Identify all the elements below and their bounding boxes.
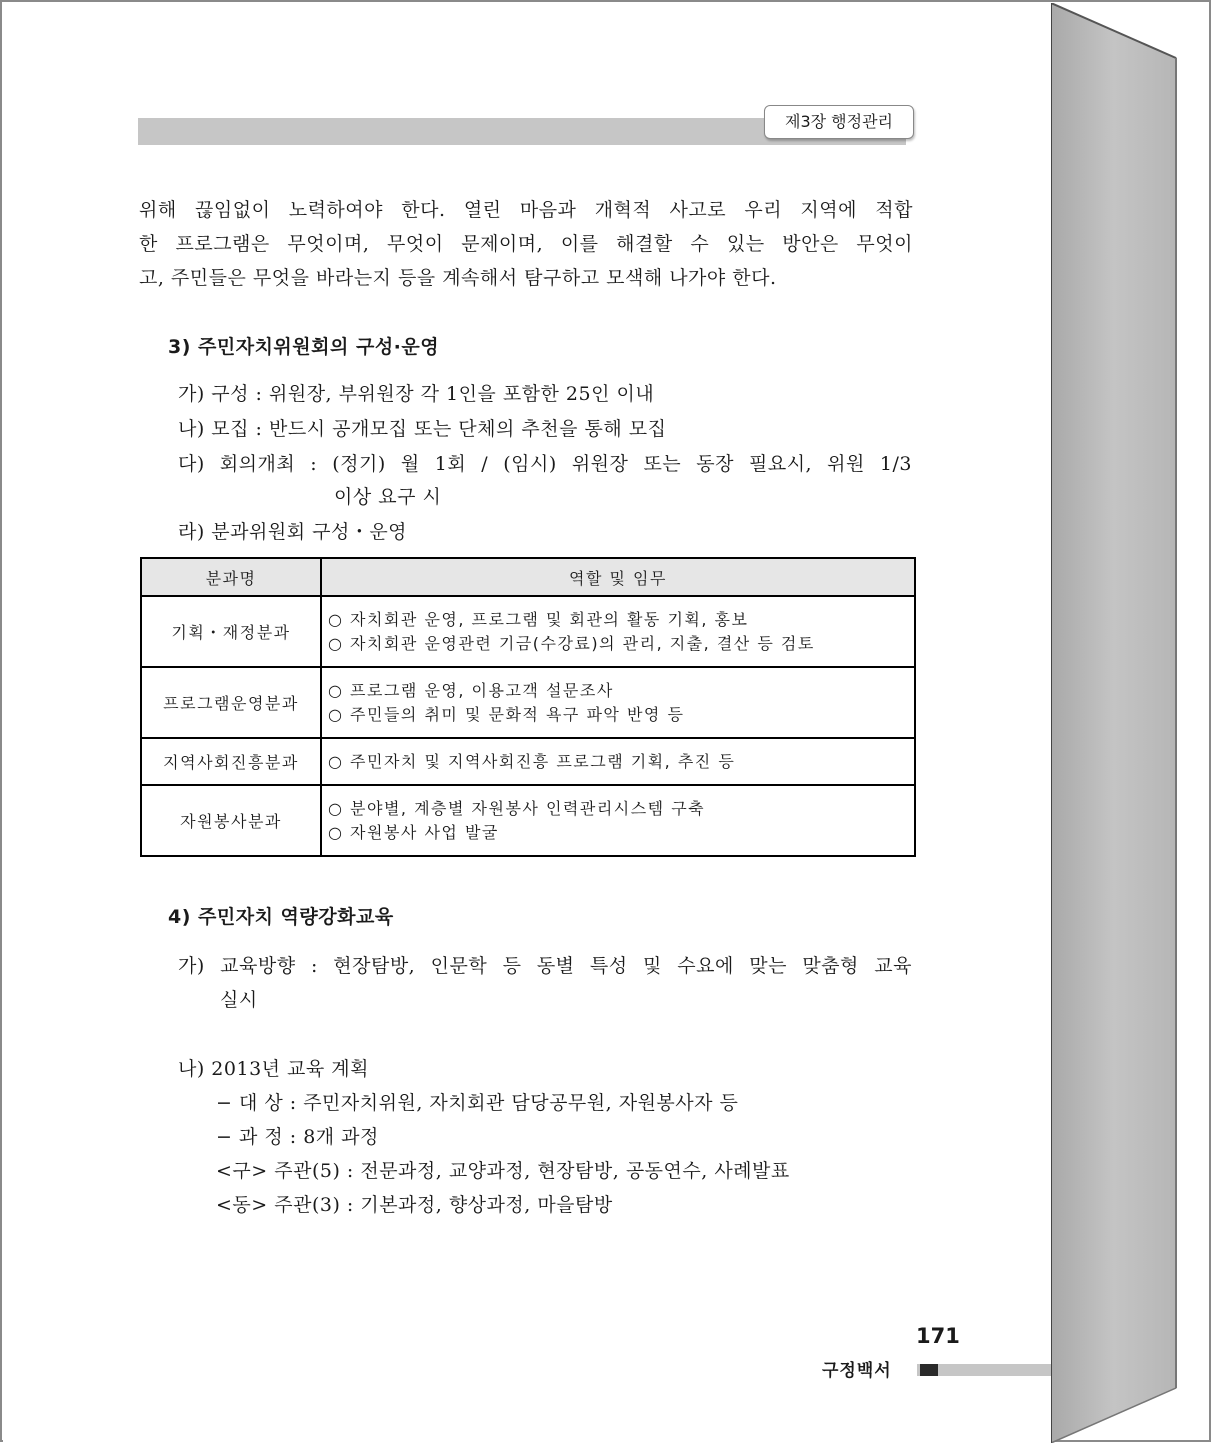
section-3-title: 3) 주민자치위원회의 구성·운영: [168, 336, 440, 358]
item-meeting: 다) 회의개최 : (정기) 월 1회 / (임시) 위원장 또는 동장 필요시, 위원 1/3: [178, 453, 912, 475]
table-cell-name: 자원봉사분과: [141, 785, 321, 856]
table-header-row: [141, 558, 915, 596]
table-cell-name: 프로그램운영분과: [141, 667, 321, 738]
chapter-tab: 제3장 행정관리: [764, 105, 914, 139]
role-line: ○ 주민들의 취미 및 문화적 욕구 파악 반영 등: [328, 704, 685, 724]
table-header-name: 분과명: [141, 558, 321, 596]
book-title: 구정백서: [822, 1361, 892, 1381]
page-edge-stack: [1051, 3, 1213, 1443]
table-row: [141, 667, 915, 738]
plan-course-label: − 과 정 :: [216, 1126, 297, 1148]
plan-dong-courses: <동> 주관(3) : 기본과정, 향상과정, 마을탐방: [216, 1194, 613, 1216]
intro-line-3: 고, 주민들은 무엇을 바라는지 등을 계속해서 탐구하고 모색해 나가야 한다.: [139, 267, 777, 289]
item-education-direction-cont: 실시: [220, 989, 258, 1011]
footer-block: [920, 1364, 938, 1376]
plan-gu-courses: <구> 주관(5) : 전문과정, 교양과정, 현장탐방, 공동연수, 사례발표: [216, 1160, 790, 1182]
plan-course: [216, 1122, 379, 1149]
item-meeting-cont: 이상 요구 시: [334, 486, 442, 508]
item-subcommittee: 라) 분과위원회 구성・운영: [178, 521, 408, 543]
table-row: [141, 596, 915, 667]
subcommittee-table: [140, 557, 916, 857]
page-number: 171: [916, 1324, 960, 1348]
table-cell-roles: [321, 785, 915, 856]
plan-course-value: 8개 과정: [303, 1126, 379, 1148]
role-line: ○ 자치회관 운영, 프로그램 및 회관의 활동 기획, 홍보: [328, 609, 749, 629]
table-cell-name: 기획・재정분과: [141, 596, 321, 667]
plan-target: [216, 1088, 738, 1115]
role-line: ○ 주민자치 및 지역사회진흥 프로그램 기획, 추진 등: [328, 751, 736, 771]
table-cell-name: 지역사회진흥분과: [141, 738, 321, 785]
plan-target-label: − 대 상 :: [216, 1092, 297, 1114]
section-4-title: 4) 주민자치 역량강화교육: [168, 906, 394, 928]
role-line: ○ 분야별, 계층별 자원봉사 인력관리시스템 구축: [328, 798, 706, 818]
table-row: [141, 738, 915, 785]
table-cell-roles: [321, 738, 915, 785]
table-header-role: 역할 및 임무: [321, 558, 915, 596]
item-recruitment: 나) 모집 : 반드시 공개모집 또는 단체의 추천을 통해 모집: [178, 418, 667, 440]
role-line: ○ 자원봉사 사업 발굴: [328, 822, 499, 842]
table-cell-roles: [321, 596, 915, 667]
item-composition: 가) 구성 : 위원장, 부위원장 각 1인을 포함한 25인 이내: [178, 383, 655, 405]
table-cell-roles: [321, 667, 915, 738]
role-line: ○ 프로그램 운영, 이용고객 설문조사: [328, 680, 614, 700]
intro-line-2: 한 프로그램은 무엇이며, 무엇이 문제이며, 이를 해결할 수 있는 방안은 무엇이: [139, 233, 913, 255]
plan-target-value: 주민자치위원, 자치회관 담당공무원, 자원봉사자 등: [303, 1092, 739, 1114]
item-education-direction: 가) 교육방향 : 현장탐방, 인문학 등 동별 특성 및 수요에 맞는 맞춤형 교육: [178, 955, 912, 977]
item-education-plan: 나) 2013년 교육 계획: [178, 1058, 370, 1080]
table-row: [141, 785, 915, 856]
role-line: ○ 자치회관 운영관련 기금(수강료)의 관리, 지출, 결산 등 검토: [328, 633, 815, 653]
intro-line-1: 위해 끊임없이 노력하여야 한다. 열린 마음과 개혁적 사고로 우리 지역에 적합: [139, 199, 913, 221]
